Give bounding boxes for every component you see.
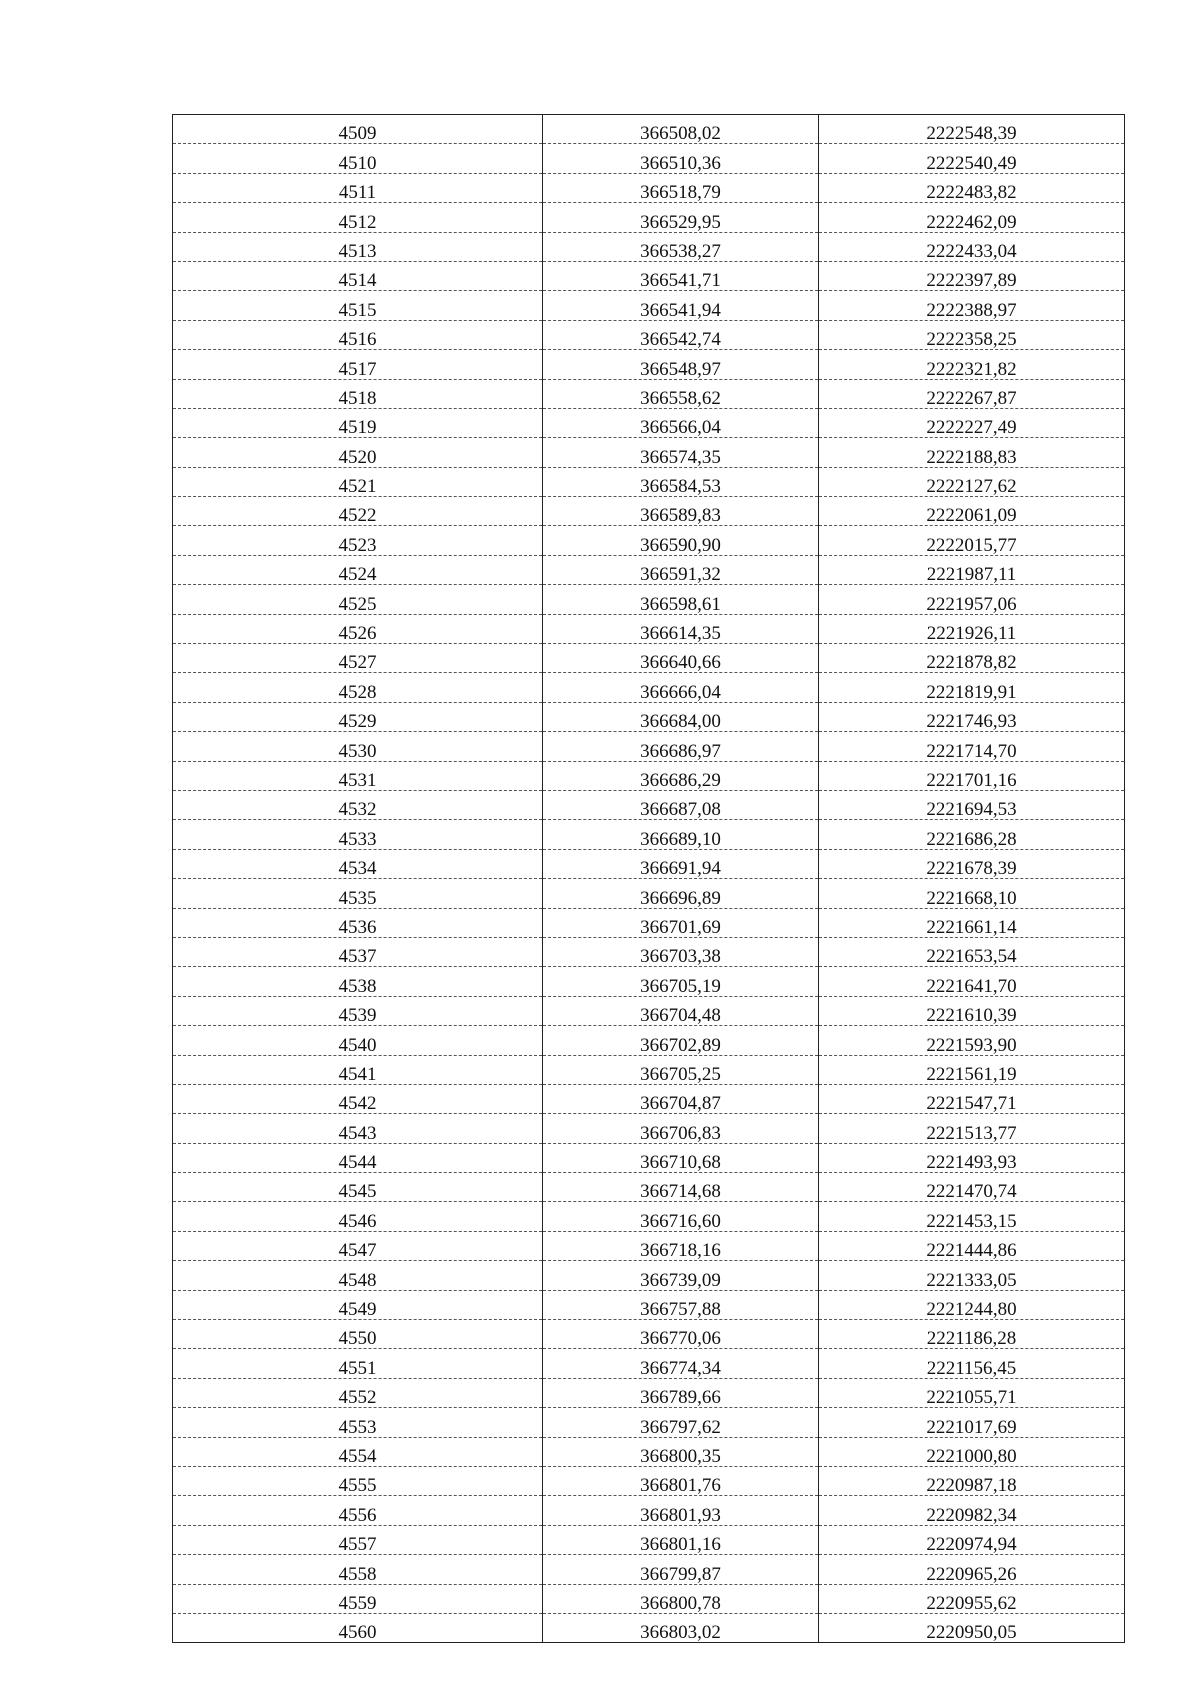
- point-number-cell: 4537: [173, 937, 543, 966]
- table-row: [173, 320, 1125, 349]
- x-coordinate-cell: 366800,78: [543, 1584, 819, 1613]
- y-coordinate-cell: 2222267,87: [819, 379, 1125, 408]
- table-row: [173, 790, 1125, 819]
- point-number-cell: 4517: [173, 350, 543, 379]
- y-coordinate-cell: 2221244,80: [819, 1290, 1125, 1319]
- point-number-cell: 4512: [173, 203, 543, 232]
- point-number-cell: 4556: [173, 1496, 543, 1525]
- point-number-cell: 4532: [173, 790, 543, 819]
- table-row: [173, 1084, 1125, 1113]
- point-number-cell: 4539: [173, 996, 543, 1025]
- y-coordinate-cell: 2221694,53: [819, 790, 1125, 819]
- point-number-cell: 4520: [173, 438, 543, 467]
- y-coordinate-cell: 2221444,86: [819, 1231, 1125, 1260]
- x-coordinate-cell: 366705,19: [543, 967, 819, 996]
- table-row: [173, 115, 1125, 144]
- table-row: [173, 497, 1125, 526]
- x-coordinate-cell: 366584,53: [543, 467, 819, 496]
- point-number-cell: 4509: [173, 115, 543, 144]
- x-coordinate-cell: 366799,87: [543, 1555, 819, 1584]
- point-number-cell: 4549: [173, 1290, 543, 1319]
- x-coordinate-cell: 366757,88: [543, 1290, 819, 1319]
- table-row: [173, 1231, 1125, 1260]
- x-coordinate-cell: 366801,16: [543, 1525, 819, 1554]
- point-number-cell: 4514: [173, 261, 543, 290]
- x-coordinate-cell: 366640,66: [543, 644, 819, 673]
- table-row: [173, 937, 1125, 966]
- y-coordinate-cell: 2221714,70: [819, 732, 1125, 761]
- point-number-cell: 4511: [173, 173, 543, 202]
- table-row: [173, 1437, 1125, 1466]
- point-number-cell: 4548: [173, 1261, 543, 1290]
- table-row: [173, 1349, 1125, 1378]
- x-coordinate-cell: 366589,83: [543, 497, 819, 526]
- point-number-cell: 4515: [173, 291, 543, 320]
- y-coordinate-cell: 2222540,49: [819, 144, 1125, 173]
- table-row: [173, 967, 1125, 996]
- x-coordinate-cell: 366689,10: [543, 820, 819, 849]
- table-row: [173, 908, 1125, 937]
- x-coordinate-cell: 366541,71: [543, 261, 819, 290]
- y-coordinate-cell: 2221547,71: [819, 1084, 1125, 1113]
- x-coordinate-cell: 366684,00: [543, 702, 819, 731]
- x-coordinate-cell: 366716,60: [543, 1202, 819, 1231]
- y-coordinate-cell: 2220965,26: [819, 1555, 1125, 1584]
- y-coordinate-cell: 2222227,49: [819, 408, 1125, 437]
- table-row: [173, 1261, 1125, 1290]
- x-coordinate-cell: 366801,76: [543, 1466, 819, 1495]
- table-row: [173, 820, 1125, 849]
- x-coordinate-cell: 366558,62: [543, 379, 819, 408]
- point-number-cell: 4557: [173, 1525, 543, 1554]
- x-coordinate-cell: 366590,90: [543, 526, 819, 555]
- point-number-cell: 4553: [173, 1408, 543, 1437]
- point-number-cell: 4518: [173, 379, 543, 408]
- y-coordinate-cell: 2220950,05: [819, 1613, 1125, 1642]
- y-coordinate-cell: 2221055,71: [819, 1378, 1125, 1407]
- x-coordinate-cell: 366703,38: [543, 937, 819, 966]
- table-row: [173, 350, 1125, 379]
- point-number-cell: 4521: [173, 467, 543, 496]
- x-coordinate-cell: 366714,68: [543, 1173, 819, 1202]
- x-coordinate-cell: 366541,94: [543, 291, 819, 320]
- table-row: [173, 673, 1125, 702]
- y-coordinate-cell: 2221701,16: [819, 761, 1125, 790]
- point-number-cell: 4547: [173, 1231, 543, 1260]
- x-coordinate-cell: 366770,06: [543, 1320, 819, 1349]
- point-number-cell: 4527: [173, 644, 543, 673]
- y-coordinate-cell: 2221017,69: [819, 1408, 1125, 1437]
- y-coordinate-cell: 2221926,11: [819, 614, 1125, 643]
- x-coordinate-cell: 366710,68: [543, 1143, 819, 1172]
- point-number-cell: 4552: [173, 1378, 543, 1407]
- y-coordinate-cell: 2221641,70: [819, 967, 1125, 996]
- point-number-cell: 4555: [173, 1466, 543, 1495]
- x-coordinate-cell: 366518,79: [543, 173, 819, 202]
- x-coordinate-cell: 366704,48: [543, 996, 819, 1025]
- y-coordinate-cell: 2222127,62: [819, 467, 1125, 496]
- x-coordinate-cell: 366797,62: [543, 1408, 819, 1437]
- x-coordinate-cell: 366718,16: [543, 1231, 819, 1260]
- y-coordinate-cell: 2221686,28: [819, 820, 1125, 849]
- x-coordinate-cell: 366789,66: [543, 1378, 819, 1407]
- x-coordinate-cell: 366774,34: [543, 1349, 819, 1378]
- table-row: [173, 1496, 1125, 1525]
- x-coordinate-cell: 366529,95: [543, 203, 819, 232]
- table-row: [173, 1290, 1125, 1319]
- table-row: [173, 1143, 1125, 1172]
- y-coordinate-cell: 2221610,39: [819, 996, 1125, 1025]
- x-coordinate-cell: 366803,02: [543, 1613, 819, 1642]
- y-coordinate-cell: 2221593,90: [819, 1026, 1125, 1055]
- x-coordinate-cell: 366538,27: [543, 232, 819, 261]
- table-row: [173, 408, 1125, 437]
- table-row: [173, 1173, 1125, 1202]
- y-coordinate-cell: 2222061,09: [819, 497, 1125, 526]
- y-coordinate-cell: 2221653,54: [819, 937, 1125, 966]
- point-number-cell: 4558: [173, 1555, 543, 1584]
- point-number-cell: 4534: [173, 849, 543, 878]
- table-row: [173, 1555, 1125, 1584]
- table-row: [173, 1114, 1125, 1143]
- point-number-cell: 4542: [173, 1084, 543, 1113]
- y-coordinate-cell: 2221819,91: [819, 673, 1125, 702]
- point-number-cell: 4538: [173, 967, 543, 996]
- point-number-cell: 4525: [173, 585, 543, 614]
- y-coordinate-cell: 2222397,89: [819, 261, 1125, 290]
- x-coordinate-cell: 366574,35: [543, 438, 819, 467]
- y-coordinate-cell: 2221156,45: [819, 1349, 1125, 1378]
- x-coordinate-cell: 366510,36: [543, 144, 819, 173]
- y-coordinate-cell: 2221661,14: [819, 908, 1125, 937]
- point-number-cell: 4522: [173, 497, 543, 526]
- point-number-cell: 4531: [173, 761, 543, 790]
- x-coordinate-cell: 366542,74: [543, 320, 819, 349]
- x-coordinate-cell: 366705,25: [543, 1055, 819, 1084]
- table-row: [173, 585, 1125, 614]
- point-number-cell: 4546: [173, 1202, 543, 1231]
- point-number-cell: 4535: [173, 879, 543, 908]
- table-row: [173, 173, 1125, 202]
- y-coordinate-cell: 2221561,19: [819, 1055, 1125, 1084]
- y-coordinate-cell: 2222548,39: [819, 115, 1125, 144]
- table-row: [173, 1613, 1125, 1642]
- table-row: [173, 1408, 1125, 1437]
- x-coordinate-cell: 366687,08: [543, 790, 819, 819]
- table-row: [173, 438, 1125, 467]
- x-coordinate-cell: 366801,93: [543, 1496, 819, 1525]
- table-row: [173, 555, 1125, 584]
- y-coordinate-cell: 2222433,04: [819, 232, 1125, 261]
- point-number-cell: 4541: [173, 1055, 543, 1084]
- x-coordinate-cell: 366706,83: [543, 1114, 819, 1143]
- y-coordinate-cell: 2222321,82: [819, 350, 1125, 379]
- point-number-cell: 4516: [173, 320, 543, 349]
- table-row: [173, 644, 1125, 673]
- table-row: [173, 1525, 1125, 1554]
- x-coordinate-cell: 366666,04: [543, 673, 819, 702]
- x-coordinate-cell: 366739,09: [543, 1261, 819, 1290]
- y-coordinate-cell: 2221470,74: [819, 1173, 1125, 1202]
- point-number-cell: 4528: [173, 673, 543, 702]
- table-row: [173, 761, 1125, 790]
- coordinate-table-body: [173, 115, 1125, 1643]
- point-number-cell: 4550: [173, 1320, 543, 1349]
- table-row: [173, 1584, 1125, 1613]
- y-coordinate-cell: 2221513,77: [819, 1114, 1125, 1143]
- y-coordinate-cell: 2221878,82: [819, 644, 1125, 673]
- point-number-cell: 4530: [173, 732, 543, 761]
- y-coordinate-cell: 2221678,39: [819, 849, 1125, 878]
- table-row: [173, 232, 1125, 261]
- y-coordinate-cell: 2221186,28: [819, 1320, 1125, 1349]
- point-number-cell: 4551: [173, 1349, 543, 1378]
- table-row: [173, 702, 1125, 731]
- y-coordinate-cell: 2222462,09: [819, 203, 1125, 232]
- point-number-cell: 4559: [173, 1584, 543, 1613]
- table-row: [173, 849, 1125, 878]
- x-coordinate-cell: 366704,87: [543, 1084, 819, 1113]
- point-number-cell: 4560: [173, 1613, 543, 1642]
- x-coordinate-cell: 366702,89: [543, 1026, 819, 1055]
- y-coordinate-cell: 2222015,77: [819, 526, 1125, 555]
- table-row: [173, 203, 1125, 232]
- point-number-cell: 4523: [173, 526, 543, 555]
- x-coordinate-cell: 366591,32: [543, 555, 819, 584]
- point-number-cell: 4524: [173, 555, 543, 584]
- table-row: [173, 1378, 1125, 1407]
- table-row: [173, 879, 1125, 908]
- table-row: [173, 614, 1125, 643]
- table-row: [173, 996, 1125, 1025]
- y-coordinate-cell: 2221668,10: [819, 879, 1125, 908]
- point-number-cell: 4533: [173, 820, 543, 849]
- point-number-cell: 4545: [173, 1173, 543, 1202]
- y-coordinate-cell: 2220987,18: [819, 1466, 1125, 1495]
- x-coordinate-cell: 366508,02: [543, 115, 819, 144]
- y-coordinate-cell: 2222483,82: [819, 173, 1125, 202]
- y-coordinate-cell: 2221957,06: [819, 585, 1125, 614]
- y-coordinate-cell: 2221987,11: [819, 555, 1125, 584]
- y-coordinate-cell: 2222358,25: [819, 320, 1125, 349]
- table-row: [173, 261, 1125, 290]
- y-coordinate-cell: 2220955,62: [819, 1584, 1125, 1613]
- y-coordinate-cell: 2220982,34: [819, 1496, 1125, 1525]
- x-coordinate-cell: 366686,29: [543, 761, 819, 790]
- point-number-cell: 4526: [173, 614, 543, 643]
- x-coordinate-cell: 366566,04: [543, 408, 819, 437]
- point-number-cell: 4529: [173, 702, 543, 731]
- table-row: [173, 1466, 1125, 1495]
- y-coordinate-cell: 2221746,93: [819, 702, 1125, 731]
- table-row: [173, 1202, 1125, 1231]
- x-coordinate-cell: 366691,94: [543, 849, 819, 878]
- point-number-cell: 4513: [173, 232, 543, 261]
- x-coordinate-cell: 366701,69: [543, 908, 819, 937]
- point-number-cell: 4510: [173, 144, 543, 173]
- x-coordinate-cell: 366598,61: [543, 585, 819, 614]
- table-row: [173, 732, 1125, 761]
- x-coordinate-cell: 366614,35: [543, 614, 819, 643]
- table-row: [173, 379, 1125, 408]
- point-number-cell: 4519: [173, 408, 543, 437]
- table-row: [173, 144, 1125, 173]
- table-row: [173, 1320, 1125, 1349]
- y-coordinate-cell: 2221333,05: [819, 1261, 1125, 1290]
- point-number-cell: 4544: [173, 1143, 543, 1172]
- point-number-cell: 4540: [173, 1026, 543, 1055]
- point-number-cell: 4543: [173, 1114, 543, 1143]
- y-coordinate-cell: 2221493,93: [819, 1143, 1125, 1172]
- x-coordinate-cell: 366800,35: [543, 1437, 819, 1466]
- point-number-cell: 4536: [173, 908, 543, 937]
- x-coordinate-cell: 366686,97: [543, 732, 819, 761]
- table-row: [173, 467, 1125, 496]
- table-row: [173, 1055, 1125, 1084]
- table-row: [173, 1026, 1125, 1055]
- x-coordinate-cell: 366548,97: [543, 350, 819, 379]
- table-row: [173, 526, 1125, 555]
- y-coordinate-cell: 2221453,15: [819, 1202, 1125, 1231]
- coordinate-table: [172, 114, 1125, 1643]
- y-coordinate-cell: 2222188,83: [819, 438, 1125, 467]
- y-coordinate-cell: 2220974,94: [819, 1525, 1125, 1554]
- x-coordinate-cell: 366696,89: [543, 879, 819, 908]
- y-coordinate-cell: 2221000,80: [819, 1437, 1125, 1466]
- table-row: [173, 291, 1125, 320]
- point-number-cell: 4554: [173, 1437, 543, 1466]
- y-coordinate-cell: 2222388,97: [819, 291, 1125, 320]
